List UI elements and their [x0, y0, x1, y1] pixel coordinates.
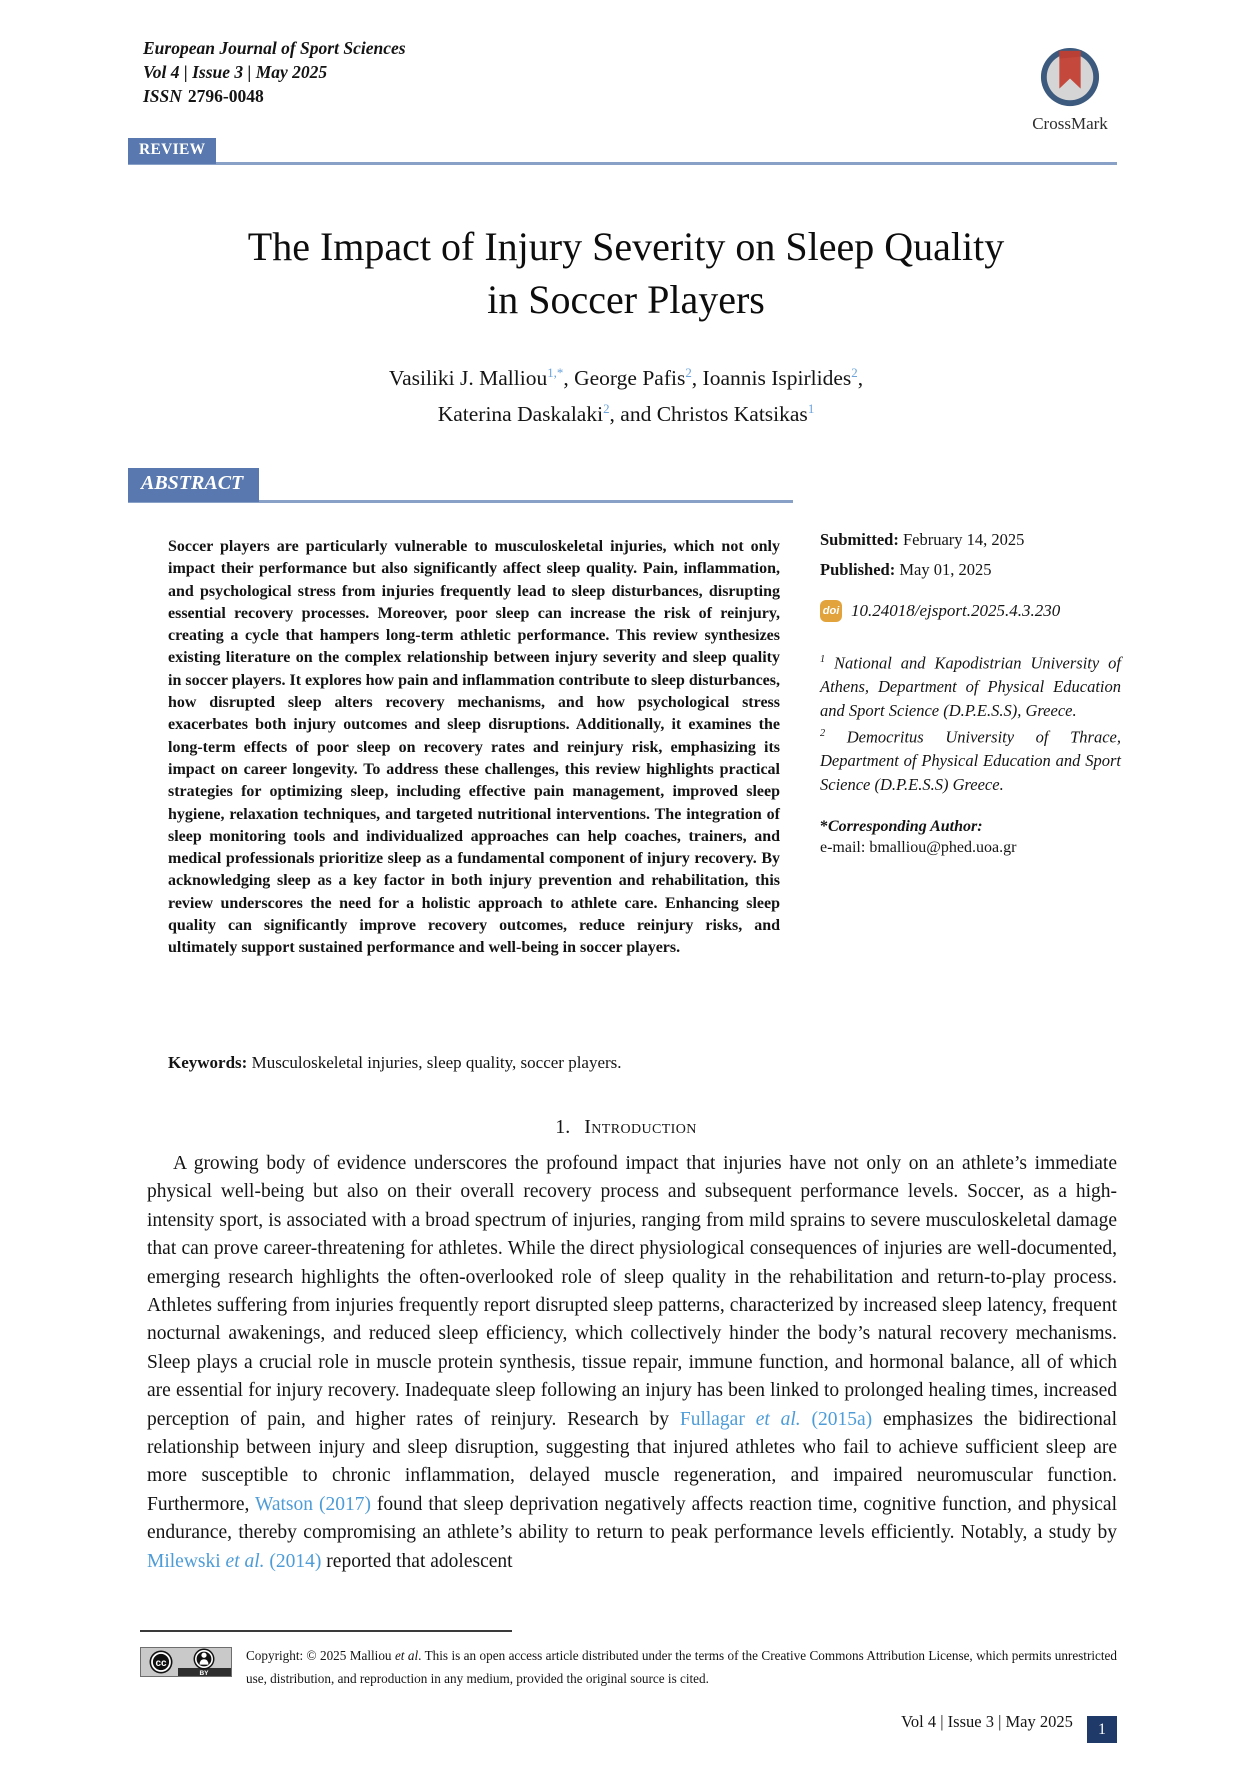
affiliation-2-text: Democritus University of Thrace, Department of Physical Education and Sport Science (D.P.E.S.S) Greece. — [820, 727, 1121, 794]
citation-link[interactable]: (2014) — [264, 1550, 322, 1572]
copyright-notice — [140, 1644, 1117, 1690]
affiliation-1 — [820, 648, 1121, 722]
citation-link[interactable]: et al. — [225, 1550, 265, 1572]
article-meta-sidebar — [820, 530, 1121, 857]
submitted-date: February 14, 2025 — [898, 530, 1025, 549]
keywords-label: Keywords: — [168, 1053, 248, 1072]
affiliation-2-marker: 2 — [820, 728, 826, 739]
keywords-text: Musculoskeletal injuries, sleep quality, soccer players. — [247, 1053, 622, 1072]
doi-row[interactable] — [820, 600, 1121, 622]
journal-issn-line — [143, 84, 406, 108]
page-title — [0, 220, 1252, 326]
introduction-paragraph: A growing body of evidence underscores the profound impact that injuries have not only on an athlete’s immediate physical well-being but also on their overall recovery process and subsequent performance levels. Soccer, as a high-intensity sport, is associated with a broad spectrum of injuries, ranging from mild sprains to severe musculoskeletal damage that can prove career-threatening for athletes. While the direct physiological consequences of injuries are well-documented, emerging research highlights the often-overlooked role of sleep quality in the rehabilitation and return-to-play process. Athletes suffering from injuries frequently report disrupted sleep patterns, characterized by increased sleep latency, frequent nocturnal awakenings, and reduced sleep efficiency, which collectively hinder the body’s natural recovery mechanisms. Sleep plays a crucial role in muscle protein synthesis, tissue repair, immune function, and hormonal balance, all of which are essential for injury recovery. Inadequate sleep following an injury has been linked to prolonged healing times, increased perception of pain, and higher rates of reinjury. Research by Fullagar et al. (2015a) emphasizes the bidirectional relationship between injury and sleep disruption, suggesting that injured athletes who fail to achieve sufficient sleep are more susceptible to chronic inflammation, delayed muscle regeneration, and impaired neuromuscular function. Furthermore, Watson (2017) found that sleep deprivation negatively affects reaction time, cognitive function, and physical endurance, thereby compromising an athlete’s ability to return to peak performance levels efficiently. Notably, a study by Milewski et al. (2014) reported that adolescent — [147, 1153, 1117, 1572]
citation-link[interactable]: et al. — [755, 1408, 801, 1430]
crossmark-label: CrossMark — [1032, 114, 1108, 133]
abstract-heading-badge: ABSTRACT — [128, 468, 259, 502]
footer-issue-info: Vol 4 | Issue 3 | May 2025 — [901, 1712, 1073, 1731]
citation-link[interactable]: Milewski — [147, 1550, 226, 1572]
abstract-text: Soccer players are particularly vulnerable to musculoskeletal injuries, which not only impact their performance but also significantly affect sleep quality. Pain, inflammation, and psychological stress from injuries frequently lead to sleep disturbances, disrupting essential recovery processes. Moreover, poor sleep can increase the risk of reinjury, creating a cycle that hampers long-term athletic performance. This review synthesizes existing literature on the complex relationship between injury severity and sleep quality in soccer players. It explores how pain and inflammation contribute to sleep disturbances, how disrupted sleep alters recovery mechanisms, and how psychological stress exacerbates both injury outcomes and sleep disruptions. Additionally, it examines the long-term effects of poor sleep on recovery rates and reinjury risk, emphasizing its impact on career longevity. To address these challenges, this review highlights practical strategies for optimizing sleep, including effective pain management, improved sleep hygiene, relaxation techniques, and targeted nutritional interventions. The integration of sleep monitoring tools and individualized approaches can help coaches, trainers, and medical professionals prioritize sleep as a fundamental component of injury recovery. By acknowledging sleep as a key factor in both injury prevention and rehabilitation, this review underscores the need for a holistic approach to athlete care. Enhancing sleep quality can significantly improve recovery outcomes, reduce reinjury risks, and ultimately support sustained performance and well-being in soccer players. — [168, 538, 780, 957]
crossmark-icon — [1039, 95, 1101, 112]
footnote-divider — [140, 1630, 512, 1632]
svg-text:BY: BY — [199, 1670, 209, 1677]
affiliations — [820, 648, 1121, 796]
page-footer — [140, 1712, 1117, 1743]
title-line-1: The Impact of Injury Severity on Sleep Quality — [247, 224, 1005, 269]
journal-issue-line: Vol 4 | Issue 3 | May 2025 — [143, 62, 328, 82]
citation-link[interactable]: Fullagar — [679, 1408, 756, 1430]
cc-by-icon — [140, 1647, 232, 1684]
published-label: Published: — [820, 560, 896, 579]
article-type-badge: REVIEW — [128, 138, 216, 164]
doi-icon: doi — [820, 600, 842, 622]
corresponding-author-label-line — [820, 818, 1121, 836]
author-line-2: Katerina Daskalaki$^2$, and Christos Katsikas$^1$ — [437, 402, 815, 427]
author-list — [0, 358, 1252, 430]
copyright-text: Copyright: © 2025 Malliou et al. This is an open access article distributed under the terms of the Creative Commons Attribution License, which permits unrestricted use, distribution, and reproduction in any medium, provided the original source is cited. — [246, 1648, 1117, 1686]
corresponding-star: * — [820, 818, 828, 835]
affiliation-1-marker: 1 — [820, 654, 826, 665]
citation-link[interactable]: (2015a) — [800, 1408, 873, 1430]
svg-text:cc: cc — [155, 1658, 167, 1669]
section-number: 1. — [555, 1116, 571, 1138]
affiliation-2 — [820, 722, 1121, 796]
page-number-badge: 1 — [1087, 1716, 1117, 1743]
issn-number: 2796-0048 — [187, 86, 264, 106]
section-title: Introduction — [584, 1116, 697, 1138]
keywords-line — [168, 1053, 988, 1073]
header-divider — [128, 162, 1117, 165]
corresponding-author-block — [820, 818, 1121, 857]
published-date: May 01, 2025 — [895, 560, 992, 579]
submitted-label: Submitted: — [820, 530, 899, 549]
submitted-row — [820, 530, 1121, 550]
published-row — [820, 560, 1121, 580]
crossmark-block[interactable] — [1012, 46, 1128, 134]
title-line-2: in Soccer Players — [487, 277, 765, 322]
corresponding-author-label: Corresponding Author: — [828, 818, 983, 835]
corresponding-email[interactable]: e-mail: bmalliou@phed.uoa.gr — [820, 839, 1017, 856]
journal-name: European Journal of Sport Sciences — [143, 38, 406, 58]
section-heading-introduction — [0, 1116, 1252, 1139]
journal-header — [143, 36, 406, 108]
doi-link[interactable]: 10.24018/ejsport.2025.4.3.230 — [851, 601, 1061, 620]
affiliation-1-text: National and Kapodistrian University of Athens, Department of Physical Education and Sport Science (D.P.E.S.S), Greece. — [820, 653, 1121, 720]
issn-label: ISSN — [143, 86, 182, 106]
author-line-1: Vasiliki J. Malliou$^{1,*}$, George Pafis$^2$, Ioannis Ispirlides$^2$, — [388, 366, 864, 391]
citation-link[interactable]: Watson (2017) — [254, 1493, 371, 1515]
